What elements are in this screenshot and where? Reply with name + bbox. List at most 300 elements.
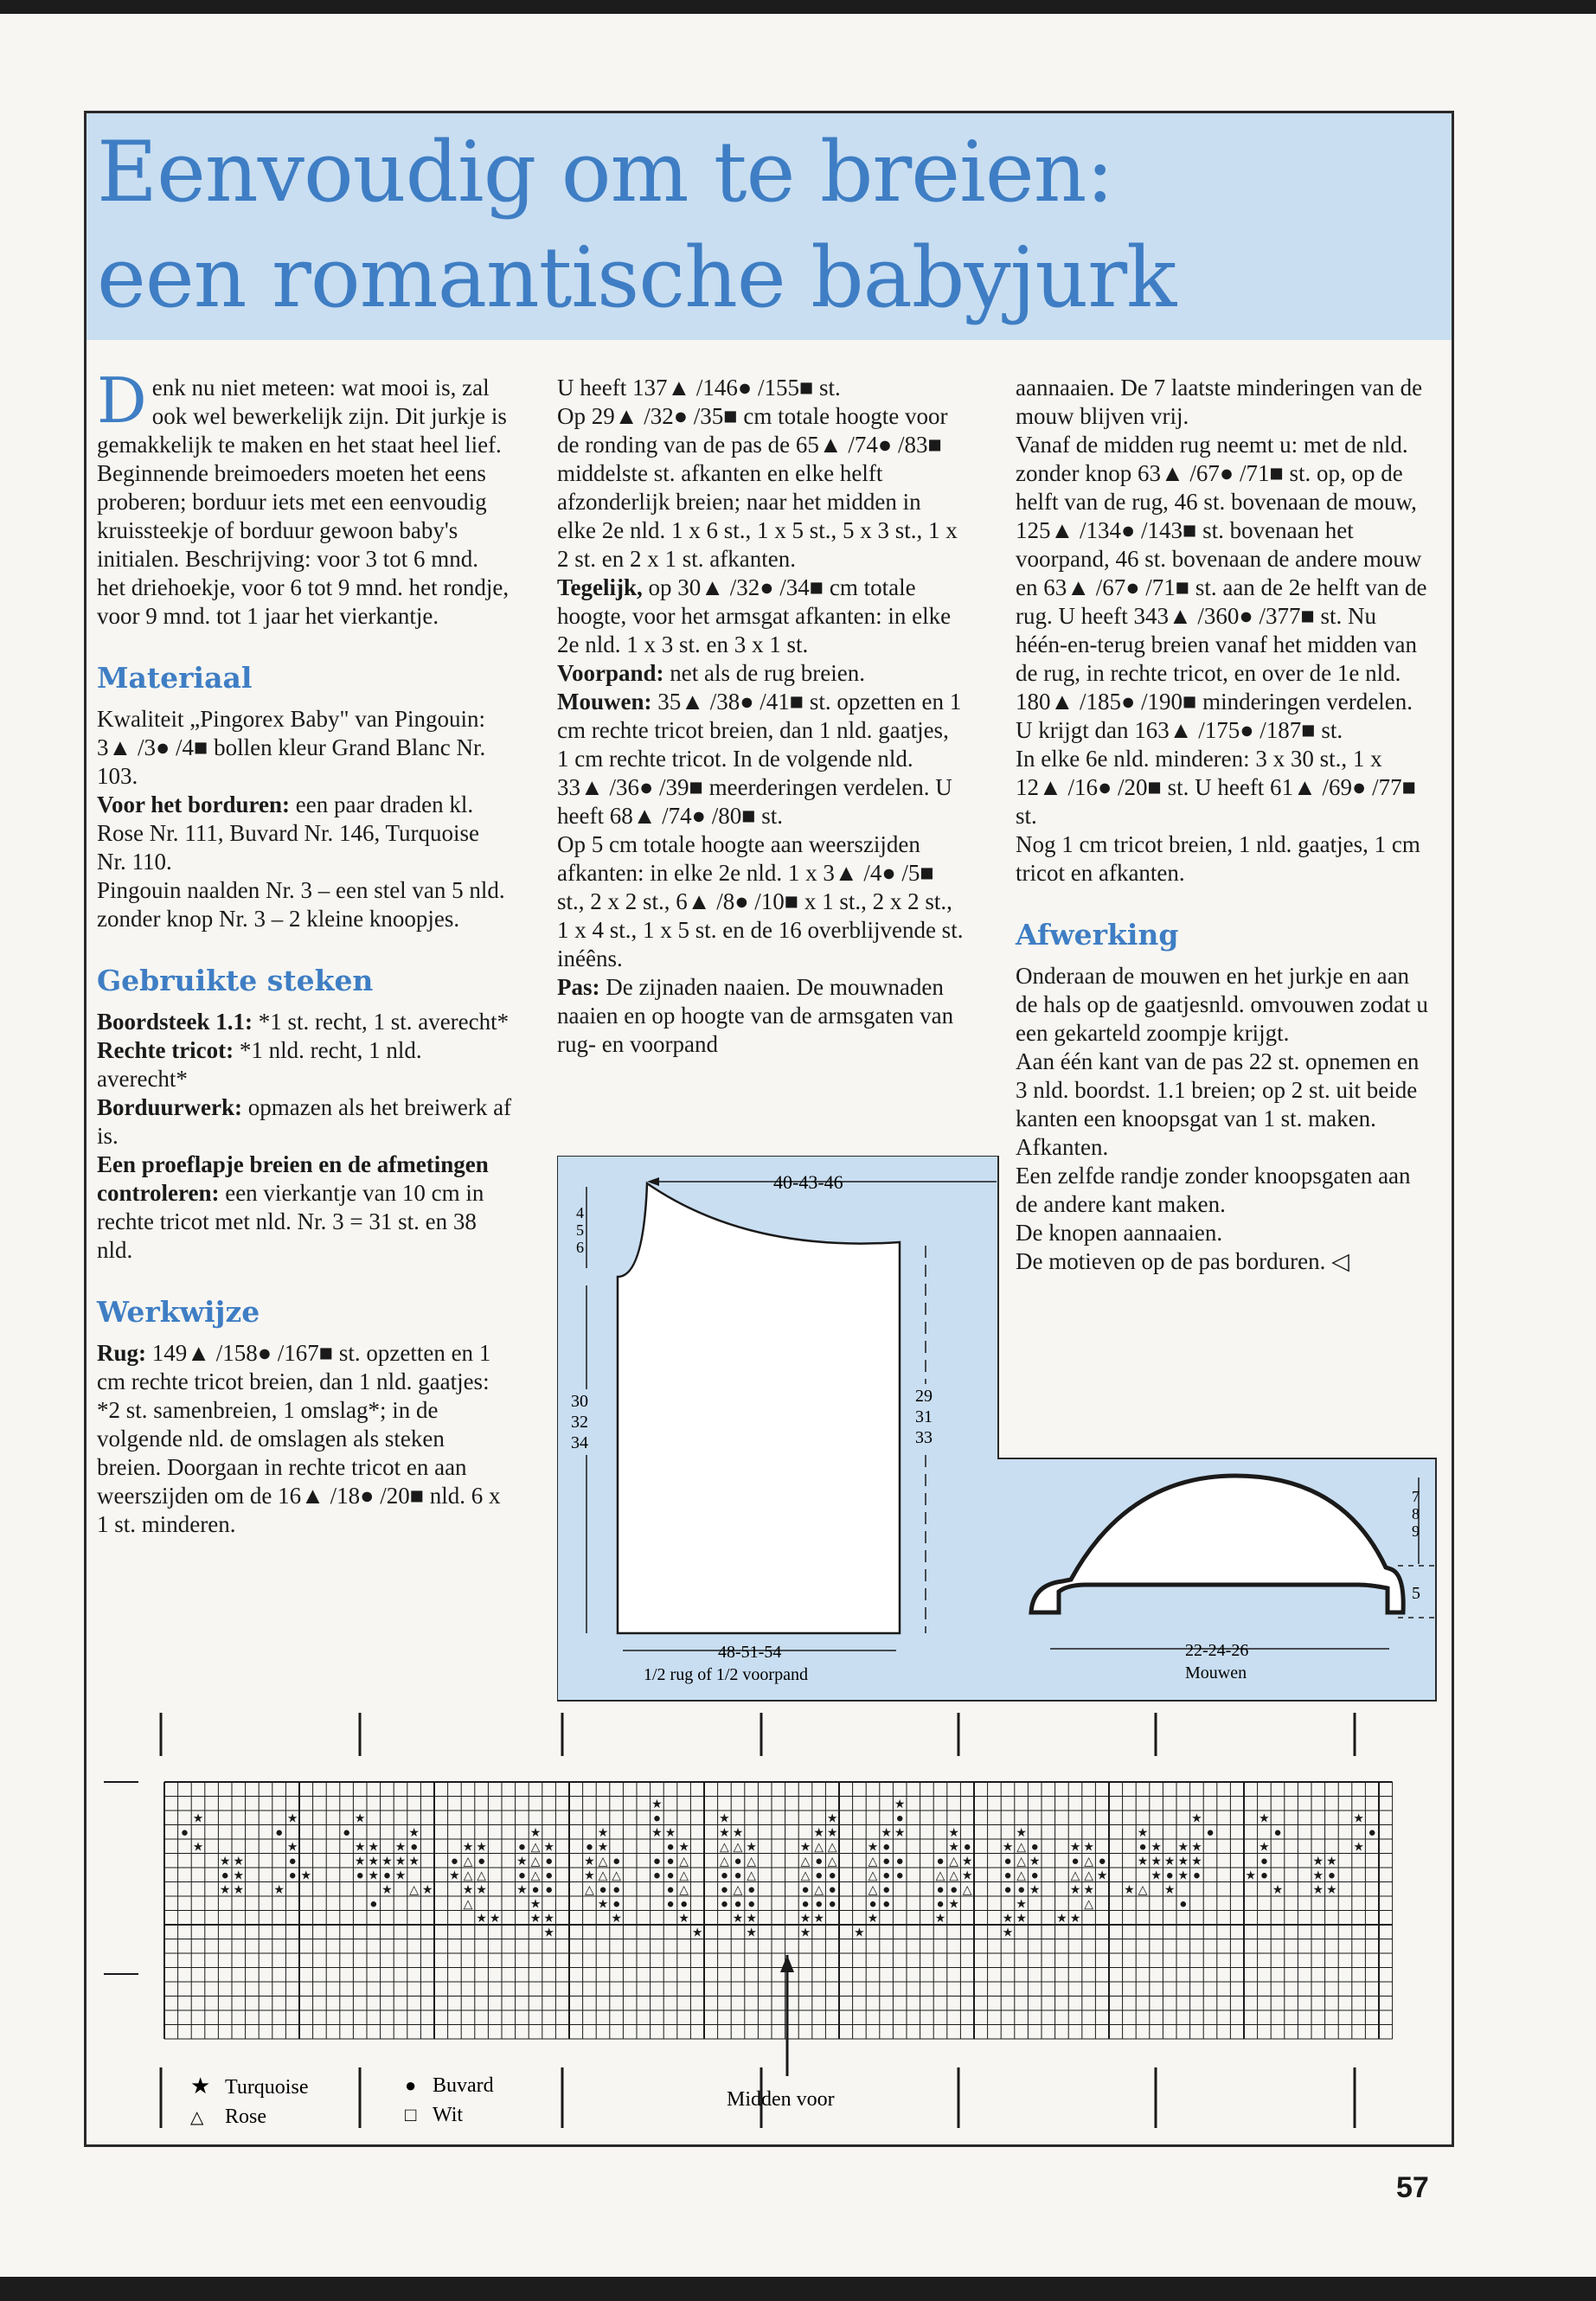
chart-motif-triangle: △ xyxy=(800,1856,811,1868)
legend-rose-label: Rose xyxy=(225,2106,266,2128)
chart-motif-star: ★ xyxy=(1177,1856,1189,1868)
sleeve-width-label: 22-24-26 xyxy=(1185,1641,1249,1660)
legend-wit-symbol: □ xyxy=(405,2104,417,2125)
chart-motif-triangle: △ xyxy=(463,1869,473,1883)
chart-motif-star: ★ xyxy=(1272,1884,1284,1897)
chart-motif-triangle: △ xyxy=(949,1869,958,1883)
chart-motif-triangle: △ xyxy=(1084,1898,1093,1912)
col3-p4: Nog 1 cm tricot breien, 1 nld. gaatjes, 1 cm tricot en afkanten. xyxy=(1016,831,1420,886)
chart-motif-triangle: △ xyxy=(1084,1856,1093,1868)
chart-motif-dot: ● xyxy=(895,1868,904,1883)
chart-motif-star: ★ xyxy=(394,1856,407,1868)
chart-motif-dot: ● xyxy=(680,1897,689,1912)
chart-motif-dot: ● xyxy=(545,1855,554,1868)
chart-motif-star: ★ xyxy=(1069,1884,1081,1897)
chart-motif-star: ★ xyxy=(597,1841,609,1855)
chart-motif-star: ★ xyxy=(368,1856,380,1868)
chart-motif-dot: ● xyxy=(478,1855,486,1868)
chart-motif-star: ★ xyxy=(719,1827,730,1840)
chart-motif-triangle: △ xyxy=(868,1856,878,1868)
chart-motif-dot: ● xyxy=(1327,1868,1336,1883)
chart-motif-star: ★ xyxy=(368,1841,380,1855)
chart-motif-dot: ● xyxy=(815,1855,824,1868)
chart-motif-dot: ● xyxy=(1273,1826,1282,1840)
col2-p3: Tegelijk, op 30▲ /32● /34■ cm totale hoogte, voor het armsgat afkanten: in elke 2e nld. 1 x 3 st. en 3 x 1 st. xyxy=(557,574,952,657)
chart-motif-star: ★ xyxy=(746,1926,757,1940)
legend-buvard-symbol: ● xyxy=(405,2074,417,2096)
chart-motif-dot: ● xyxy=(1071,1855,1080,1868)
chart-motif-triangle: △ xyxy=(800,1869,811,1883)
chart-motif-star: ★ xyxy=(408,1856,420,1868)
chart-motif-star: ★ xyxy=(354,1812,366,1826)
materiaal-p1: Kwaliteit „Pingorex Baby" van Pingouin: 3▲ /3● /4■ bollen kleur Grand Blanc Nr. 103. xyxy=(97,706,486,789)
heading-werkwijze: Werkwijze xyxy=(97,1295,260,1329)
chart-motif-dot: ● xyxy=(801,1883,810,1897)
chart-motif-dot: ● xyxy=(963,1840,971,1855)
chart-motif-star: ★ xyxy=(651,1798,663,1811)
chart-motif-star: ★ xyxy=(449,1869,460,1883)
chart-motif-star: ★ xyxy=(1069,1913,1081,1926)
chart-motif-star: ★ xyxy=(529,1913,542,1926)
chart-motif-star: ★ xyxy=(1083,1841,1094,1855)
chart-motif-star: ★ xyxy=(1151,1869,1162,1883)
chart-motif-star: ★ xyxy=(1056,1913,1067,1926)
chart-motif-triangle: △ xyxy=(962,1884,972,1897)
chart-motif-star: ★ xyxy=(678,1841,689,1855)
steek-3: Borduurwerk: opmazen als het breiwerk af is. xyxy=(97,1094,512,1149)
total-height-3: 34 xyxy=(571,1433,588,1452)
chart-motif-star: ★ xyxy=(894,1827,906,1840)
chart-motif-star: ★ xyxy=(854,1926,865,1940)
chart-motif-triangle: △ xyxy=(720,1841,729,1855)
chart-motif-star: ★ xyxy=(1016,1827,1027,1840)
chart-motif-star: ★ xyxy=(584,1856,595,1868)
column-2 xyxy=(557,374,964,1059)
chart-motif-dot: ● xyxy=(1138,1840,1147,1855)
chart-motif-star: ★ xyxy=(1163,1856,1176,1868)
chart-motif-star: ★ xyxy=(1177,1869,1189,1883)
chart-motif-triangle: △ xyxy=(868,1884,878,1897)
chart-motif-star: ★ xyxy=(516,1856,528,1868)
side-height-2: 31 xyxy=(915,1407,933,1426)
chart-motif-triangle: △ xyxy=(598,1869,608,1883)
col2-p7: Pas: De zijnaden naaien. De mouwnaden naaien en op hoogte van de armsgaten van rug- en voorpand xyxy=(557,974,954,1057)
col2-p2: Op 29▲ /32● /35■ cm totale hoogte voor de ronding van de pas de 65▲ /74● /83■ middelste st. afkanten en elke helft afzonderlijk breien; naar het midden in elke 2e nld. 1 x 6 st., 1 x 5 st., 5 x 3 st., 1 x 2 st. en 2 x 1 st. afkanten. xyxy=(557,403,958,572)
chart-motif-star: ★ xyxy=(462,1841,474,1855)
sleeve-cuff-label: 5 xyxy=(1412,1584,1420,1603)
chart-motif-star: ★ xyxy=(1259,1812,1270,1826)
chart-motif-triangle: △ xyxy=(530,1856,541,1868)
chart-motif-dot: ● xyxy=(1165,1868,1174,1883)
chart-motif-triangle: △ xyxy=(814,1884,824,1897)
legend-center-front-label: Midden voor xyxy=(727,2088,835,2111)
chart-motif-star: ★ xyxy=(300,1869,312,1883)
top-width-label: 40-43-46 xyxy=(773,1171,843,1193)
chart-motif-dot: ● xyxy=(882,1883,891,1897)
chart-motif-dot: ● xyxy=(612,1883,621,1897)
column-3 xyxy=(1016,374,1431,1276)
chart-motif-star: ★ xyxy=(1312,1869,1324,1883)
chart-motif-star: ★ xyxy=(516,1884,528,1897)
chart-motif-triangle: △ xyxy=(868,1869,878,1883)
chart-motif-star: ★ xyxy=(354,1856,366,1868)
chart-motif-triangle: △ xyxy=(1084,1869,1093,1883)
chart-motif-star: ★ xyxy=(813,1913,824,1926)
embroidery-chart xyxy=(104,1695,1453,2128)
chart-motif-star: ★ xyxy=(719,1812,730,1826)
chart-motif-star: ★ xyxy=(408,1827,420,1840)
chart-motif-dot: ● xyxy=(288,1868,297,1883)
chart-grid xyxy=(164,1782,1393,2039)
chart-motif-dot: ● xyxy=(652,1855,661,1868)
chart-motif-triangle: △ xyxy=(409,1884,419,1897)
chart-motif-triangle: △ xyxy=(1016,1856,1026,1868)
neck-depth-1: 4 xyxy=(576,1204,584,1221)
chart-motif-dot: ● xyxy=(517,1868,526,1883)
chart-motif-star: ★ xyxy=(273,1884,285,1897)
page-title xyxy=(97,119,1429,330)
chart-motif-triangle: △ xyxy=(1016,1869,1026,1883)
chart-motif-star: ★ xyxy=(961,1856,973,1868)
chart-motif-dot: ● xyxy=(666,1840,675,1855)
heading-afwerking: Afwerking xyxy=(1016,918,1179,952)
legend-turquoise-symbol: ★ xyxy=(190,2073,211,2099)
col3-p8: De knopen aannaaien. xyxy=(1016,1220,1223,1246)
chart-motif-dot: ● xyxy=(828,1883,836,1897)
chart-motif-dot: ● xyxy=(666,1855,675,1868)
chart-motif-dot: ● xyxy=(1368,1826,1376,1840)
chart-motif-star: ★ xyxy=(1002,1841,1014,1855)
chart-motif-dot: ● xyxy=(666,1897,675,1912)
chart-motif-star: ★ xyxy=(219,1856,231,1868)
chart-motif-star: ★ xyxy=(192,1841,204,1855)
chart-motif-star: ★ xyxy=(597,1827,609,1840)
chart-motif-dot: ● xyxy=(1192,1868,1201,1883)
chart-motif-star: ★ xyxy=(611,1913,622,1926)
chart-motif-dot: ● xyxy=(747,1897,756,1912)
bottom-border xyxy=(0,2277,1596,2301)
chart-motif-dot: ● xyxy=(517,1840,526,1855)
chart-motif-dot: ● xyxy=(531,1883,540,1897)
chart-motif-dot: ● xyxy=(1206,1826,1215,1840)
chart-motif-star: ★ xyxy=(1029,1856,1041,1868)
title-line-2: een romantische babyjurk xyxy=(97,229,1176,326)
chart-motif-star: ★ xyxy=(529,1827,542,1840)
chart-motif-star: ★ xyxy=(489,1913,501,1926)
chart-motif-dot: ● xyxy=(936,1883,945,1897)
legend-turquoise-label: Turquoise xyxy=(225,2076,309,2099)
side-height-3: 33 xyxy=(915,1428,933,1447)
chart-motif-dot: ● xyxy=(180,1826,189,1840)
chart-motif-triangle: △ xyxy=(733,1884,743,1897)
chart-motif-star: ★ xyxy=(476,1913,487,1926)
chart-motif-star: ★ xyxy=(1353,1841,1364,1855)
chart-motif-triangle: △ xyxy=(1016,1841,1026,1855)
chart-motif-star: ★ xyxy=(1163,1884,1176,1897)
chart-motif-dot: ● xyxy=(545,1868,554,1883)
chart-motif-dot: ● xyxy=(869,1897,877,1912)
chart-motif-star: ★ xyxy=(651,1827,663,1840)
chart-motifs xyxy=(181,1798,1376,1940)
chart-motif-dot: ● xyxy=(275,1826,284,1840)
chart-motif-star: ★ xyxy=(1029,1884,1041,1897)
chart-motif-star: ★ xyxy=(1191,1856,1202,1868)
chart-motif-star: ★ xyxy=(462,1884,474,1897)
chart-motif-dot: ● xyxy=(450,1855,458,1868)
chart-motif-star: ★ xyxy=(354,1841,366,1855)
chart-motif-triangle: △ xyxy=(814,1841,824,1855)
chart-motif-star: ★ xyxy=(381,1884,393,1897)
materiaal-p3: Pingouin naalden Nr. 3 – een stel van 5 nld. zonder knop Nr. 3 – 2 kleine knoopjes. xyxy=(97,877,505,932)
chart-motif-star: ★ xyxy=(1002,1926,1014,1940)
chart-motif-dot: ● xyxy=(828,1868,836,1883)
chart-motif-triangle: △ xyxy=(747,1869,756,1883)
chart-motif-dot: ● xyxy=(734,1868,742,1883)
chart-motif-dot: ● xyxy=(1259,1868,1268,1883)
chart-motif-dot: ● xyxy=(720,1868,728,1883)
chart-motif-star: ★ xyxy=(381,1856,393,1868)
chart-motif-star: ★ xyxy=(1191,1841,1202,1855)
chart-motif-star: ★ xyxy=(1137,1827,1149,1840)
chart-motif-star: ★ xyxy=(746,1913,757,1926)
chart-motif-dot: ● xyxy=(815,1897,824,1912)
chart-motif-star: ★ xyxy=(691,1926,703,1940)
chart-motif-dot: ● xyxy=(801,1897,810,1912)
chart-motif-triangle: △ xyxy=(679,1884,689,1897)
chart-motif-star: ★ xyxy=(1151,1841,1162,1855)
chart-motif-dot: ● xyxy=(895,1855,904,1868)
legend-buvard-label: Buvard xyxy=(433,2074,494,2097)
total-height-1: 30 xyxy=(571,1392,588,1411)
col3-p9: De motieven op de pas borduren. ◁ xyxy=(1016,1248,1349,1274)
chart-motif-dot: ● xyxy=(1179,1897,1188,1912)
chart-motif-star: ★ xyxy=(543,1841,554,1855)
col3-p6: Aan één kant van de pas 22 st. opnemen en 3 nld. boordst. 1.1 breien; op 2 st. uit beide kanten een knoopsgat van 1 st. maken. Afkanten. xyxy=(1016,1048,1420,1160)
chart-motif-star: ★ xyxy=(543,1926,554,1940)
chart-motif-dot: ● xyxy=(1003,1868,1012,1883)
chart-motif-triangle: △ xyxy=(935,1869,945,1883)
heading-materiaal: Materiaal xyxy=(97,661,253,695)
col3-p3: In elke 6e nld. minderen: 3 x 30 st., 1 x 12▲ /16● /20■ st. U heeft 61▲ /69● /77■ st. xyxy=(1016,746,1416,829)
heading-steken: Gebruikte steken xyxy=(97,964,374,997)
chart-motif-star: ★ xyxy=(1245,1869,1257,1883)
chart-motif-dot: ● xyxy=(666,1883,675,1897)
chart-motif-star: ★ xyxy=(1151,1856,1162,1868)
chart-motif-triangle: △ xyxy=(949,1856,958,1868)
chart-motif-triangle: △ xyxy=(612,1869,621,1883)
chart-motif-triangle: △ xyxy=(679,1869,689,1883)
chart-motif-star: ★ xyxy=(1326,1856,1337,1868)
chart-motif-star: ★ xyxy=(826,1812,838,1826)
chart-motif-dot: ● xyxy=(666,1868,675,1883)
chart-motif-dot: ● xyxy=(1259,1855,1268,1868)
center-front-arrowhead xyxy=(780,1955,794,1972)
chart-motif-star: ★ xyxy=(678,1913,689,1926)
chart-motif-dot: ● xyxy=(882,1855,891,1868)
chart-motif-dot: ● xyxy=(882,1897,891,1912)
chart-motif-star: ★ xyxy=(948,1898,959,1912)
body-panel-shape xyxy=(618,1183,900,1633)
chart-motif-dot: ● xyxy=(369,1897,378,1912)
bottom-width-label: 48-51-54 xyxy=(718,1643,782,1662)
chart-motif-dot: ● xyxy=(882,1868,891,1883)
chart-motif-star: ★ xyxy=(746,1841,757,1855)
sleeve-height-3: 9 xyxy=(1412,1522,1420,1540)
chart-motif-dot: ● xyxy=(1030,1840,1039,1855)
chart-motif-triangle: △ xyxy=(747,1856,756,1868)
chart-motif-dot: ● xyxy=(882,1840,891,1855)
chart-motif-star: ★ xyxy=(1069,1841,1081,1855)
chart-motif-star: ★ xyxy=(1259,1841,1270,1855)
chart-motif-triangle: △ xyxy=(598,1856,608,1868)
chart-motif-dot: ● xyxy=(1017,1883,1026,1897)
chart-motif-star: ★ xyxy=(664,1827,676,1840)
sleeve-height-1: 7 xyxy=(1412,1488,1420,1505)
chart-motif-star: ★ xyxy=(476,1841,487,1855)
chart-motif-star: ★ xyxy=(394,1869,407,1883)
page-number: 57 xyxy=(1396,2171,1429,2204)
side-height-1: 29 xyxy=(915,1387,933,1406)
chart-motif-star: ★ xyxy=(368,1869,380,1883)
chart-motif-star: ★ xyxy=(394,1841,407,1855)
chart-motif-triangle: △ xyxy=(733,1841,743,1855)
col3-p7: Een zelfde randje zonder knoopsgaten aan de andere kant maken. xyxy=(1016,1163,1411,1217)
steek-1: Boordsteek 1.1: *1 st. recht, 1 st. averecht* xyxy=(97,1009,510,1035)
chart-motif-star: ★ xyxy=(867,1841,879,1855)
chart-motif-star: ★ xyxy=(1124,1884,1135,1897)
chart-motif-triangle: △ xyxy=(463,1856,473,1868)
chart-motif-dot: ● xyxy=(936,1855,945,1868)
legend-rose-symbol: △ xyxy=(190,2108,204,2127)
chart-motif-star: ★ xyxy=(584,1869,595,1883)
chart-motif-star: ★ xyxy=(799,1926,811,1940)
chart-motif-dot: ● xyxy=(734,1897,742,1912)
chart-motif-star: ★ xyxy=(1096,1869,1108,1883)
legend-wit-label: Wit xyxy=(433,2104,464,2126)
chart-motif-star: ★ xyxy=(1191,1812,1202,1826)
sleeve-height-2: 8 xyxy=(1412,1505,1420,1522)
chart-motif-star: ★ xyxy=(1016,1898,1027,1912)
werkwijze-rug: Rug: 149▲ /158● /167■ st. opzetten en 1 cm rechte tricot breien, dan 1 nld. gaatjes: *2 st. samenbreien, 1 omslag*; in de volgende nld. de omslagen als steken breien. Doorgaan in rechte tricot en aan weerszijden om de 16▲ /18● /20■ nld. 6 x 1 st. minderen. xyxy=(97,1340,501,1537)
sleeve-caption: Mouwen xyxy=(1185,1663,1247,1682)
chart-motif-star: ★ xyxy=(867,1913,879,1926)
steek-4: Een proeflapje breien en de afmetingen controleren: een vierkantje van 10 cm in rechte tricot met nld. Nr. 3 = 31 st. en 38 nld. xyxy=(97,1151,489,1263)
chart-motif-dot: ● xyxy=(599,1883,607,1897)
chart-motif-star: ★ xyxy=(543,1913,554,1926)
chart-motif-star: ★ xyxy=(1312,1856,1324,1868)
chart-motif-dot: ● xyxy=(734,1855,742,1868)
chart-motif-star: ★ xyxy=(894,1798,906,1811)
col3-p2: Vanaf de midden rug neemt u: met de nld. zonder knop 63▲ /67● /71■ st. op, op de helft van de rug, 46 st. bovenaan de mouw, 125▲ /134● /143■ st. bovenaan het voorpand, 46 st. bovenaan de andere mouw en 63▲ /67● /71■ st. aan de 2e helft van de rug. U heeft 343▲ /360● /377■ st. Nu héén-en-terug breien vanaf het midden van de rug, in rechte tricot, en over de 1e nld. 180▲ /185● /190■ minderingen verdelen. U krijgt dan 163▲ /175● /187■ st. xyxy=(1016,432,1427,743)
chart-motif-star: ★ xyxy=(826,1827,838,1840)
chart-motif-triangle: △ xyxy=(679,1856,689,1868)
chart-motif-star: ★ xyxy=(476,1884,487,1897)
chart-motif-dot: ● xyxy=(612,1855,621,1868)
top-border xyxy=(0,0,1596,14)
chart-motif-dot: ● xyxy=(343,1826,351,1840)
chart-motif-star: ★ xyxy=(1016,1913,1027,1926)
chart-motif-star: ★ xyxy=(1326,1884,1337,1897)
chart-motif-dot: ● xyxy=(747,1883,756,1897)
chart-motif-dot: ● xyxy=(585,1840,593,1855)
chart-motif-dot: ● xyxy=(1030,1868,1039,1883)
body-panel-caption: 1/2 rug of 1/2 voorpand xyxy=(644,1665,808,1684)
chart-motif-star: ★ xyxy=(1137,1856,1149,1868)
chart-motif-dot: ● xyxy=(356,1868,364,1883)
chart-motif-dot: ● xyxy=(545,1883,554,1897)
chart-motif-star: ★ xyxy=(799,1913,811,1926)
chart-motif-dot: ● xyxy=(288,1855,297,1868)
chart-motif-dot: ● xyxy=(1003,1883,1012,1897)
chart-motif-dot: ● xyxy=(815,1868,824,1883)
chart-motif-star: ★ xyxy=(286,1841,298,1855)
chart-motif-dot: ● xyxy=(652,1811,661,1826)
chart-motif-star: ★ xyxy=(233,1884,245,1897)
chart-motif-dot: ● xyxy=(221,1868,229,1883)
chart-motif-star: ★ xyxy=(1353,1812,1364,1826)
chart-motif-dot: ● xyxy=(895,1811,904,1826)
chart-motif-dot: ● xyxy=(382,1868,391,1883)
chart-motif-star: ★ xyxy=(961,1869,973,1883)
pattern-diagram xyxy=(557,1156,1439,1704)
chart-motif-star: ★ xyxy=(732,1827,744,1840)
chart-motif-star: ★ xyxy=(233,1869,245,1883)
neck-depth-3: 6 xyxy=(576,1239,584,1256)
chart-motif-star: ★ xyxy=(799,1841,811,1855)
chart-motif-dot: ● xyxy=(720,1883,728,1897)
chart-motif-dot: ● xyxy=(652,1868,661,1883)
chart-motif-dot: ● xyxy=(1098,1855,1106,1868)
chart-motif-star: ★ xyxy=(1177,1841,1189,1855)
chart-motif-triangle: △ xyxy=(1070,1869,1080,1883)
chart-motif-triangle: △ xyxy=(827,1841,837,1855)
chart-motif-dot: ● xyxy=(410,1840,419,1855)
chart-motif-star: ★ xyxy=(948,1827,959,1840)
steek-2: Rechte tricot: *1 nld. recht, 1 nld. averecht* xyxy=(97,1037,422,1092)
chart-motif-triangle: △ xyxy=(477,1869,486,1883)
col3-p1: aannaaien. De 7 laatste minderingen van de mouw blijven vrij. xyxy=(1016,375,1423,429)
chart-motif-dot: ● xyxy=(1003,1855,1012,1868)
chart-motif-star: ★ xyxy=(529,1898,542,1912)
chart-motif-dot: ● xyxy=(950,1883,958,1897)
title-line-1: Eenvoudig om te breien: xyxy=(97,124,1113,221)
chart-motif-star: ★ xyxy=(421,1884,433,1897)
chart-motif-star: ★ xyxy=(1002,1913,1014,1926)
chart-motif-star: ★ xyxy=(881,1827,892,1840)
chart-motif-star: ★ xyxy=(597,1898,609,1912)
chart-motif-star: ★ xyxy=(948,1841,959,1855)
chart-motif-star: ★ xyxy=(934,1913,946,1926)
chart-motif-star: ★ xyxy=(813,1827,824,1840)
chart-motif-triangle: △ xyxy=(1138,1884,1148,1897)
chart-motif-star: ★ xyxy=(1083,1884,1094,1897)
chart-legend xyxy=(190,2073,835,2128)
chart-motif-star: ★ xyxy=(219,1884,231,1897)
intro-paragraph: Denk nu niet meteen: wat mooi is, zal ook wel bewerkelijk zijn. Dit jurkje is gemakkelijk te maken en het staat heel lief. Beginnende breimoeders moeten het eens proberen; borduur iets met een eenvoudig kruissteekje of borduur gewoon baby's initialen. Beschrijving: voor 3 tot 6 mnd. het driehoekje, voor 6 tot 9 mnd. het rondje, voor 9 mnd. tot 1 jaar het vierkantje. xyxy=(97,364,510,629)
chart-motif-dot: ● xyxy=(828,1897,836,1912)
chart-motif-triangle: △ xyxy=(530,1841,541,1855)
chart-motif-dot: ● xyxy=(720,1897,728,1912)
col2-p4: Voorpand: net als de rug breien. xyxy=(557,660,865,686)
col2-p6: Op 5 cm totale hoogte aan weerszijden afkanten: in elke 2e nld. 1 x 3▲ /4● /5■ st., 2 x 2 st., 6▲ /8● /10■ x 1 st., 2 x 2 st., 1 x 4 st., 1 x 5 st. en de 16 overblijvende st. inéêns. xyxy=(557,831,964,971)
drop-cap: D xyxy=(97,364,147,437)
chart-tick-marks xyxy=(104,1713,1355,2128)
chart-motif-star: ★ xyxy=(1312,1884,1324,1897)
chart-motif-star: ★ xyxy=(286,1812,298,1826)
chart-motif-star: ★ xyxy=(192,1812,204,1826)
chart-motif-triangle: △ xyxy=(720,1856,729,1868)
chart-motif-dot: ● xyxy=(936,1897,945,1912)
